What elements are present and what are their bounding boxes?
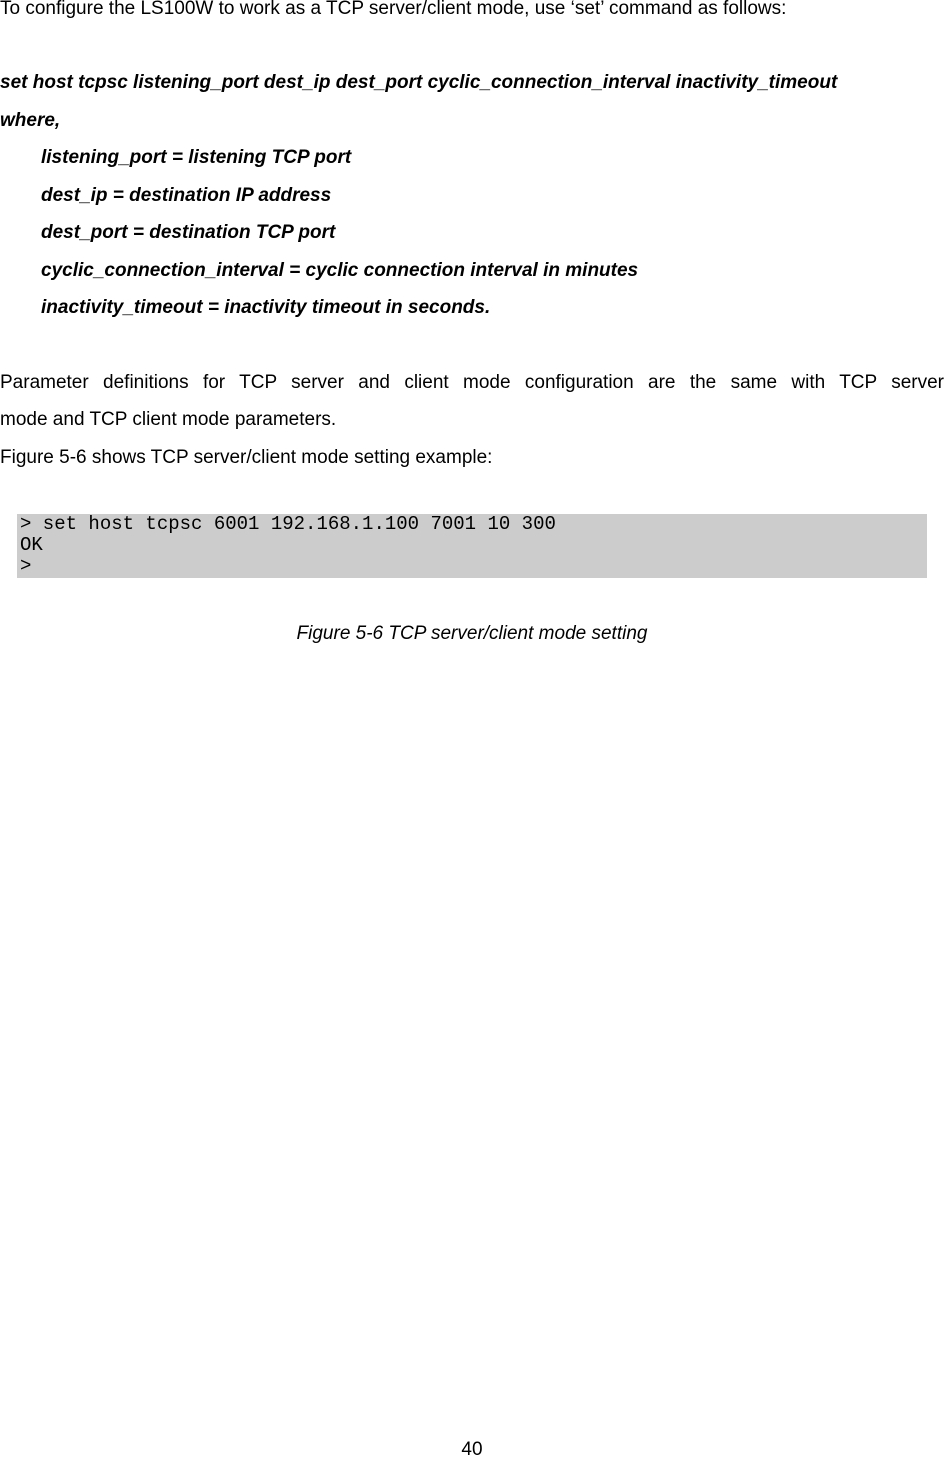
code-line-command: > set host tcpsc 6001 192.168.1.100 7001 10 300 xyxy=(20,513,556,535)
param-listening-port: listening_port = listening TCP port xyxy=(41,147,352,168)
param-cyclic-connection-interval: cyclic_connection_interval = cyclic connection interval in minutes xyxy=(41,260,639,281)
code-line-prompt: > xyxy=(20,555,32,577)
page-number: 40 xyxy=(461,1439,483,1460)
paragraph-line-1: Parameter definitions for TCP server and client mode configuration are the same with TCP server xyxy=(0,372,944,393)
code-example-box xyxy=(17,514,927,578)
figure-caption: Figure 5-6 TCP server/client mode setting xyxy=(296,623,648,644)
intro-text: To configure the LS100W to work as a TCP server/client mode, use ‘set’ command as follows: xyxy=(0,0,787,19)
command-syntax: set host tcpsc listening_port dest_ip dest_port cyclic_connection_interval inactivity_timeout xyxy=(0,72,838,93)
where-label: where, xyxy=(0,110,61,131)
param-inactivity-timeout: inactivity_timeout = inactivity timeout in seconds. xyxy=(41,297,491,318)
param-dest-ip: dest_ip = destination IP address xyxy=(41,185,332,206)
figure-reference: Figure 5-6 shows TCP server/client mode setting example: xyxy=(0,447,493,468)
paragraph-line-2: mode and TCP client mode parameters. xyxy=(0,409,337,430)
code-line-ok: OK xyxy=(20,534,43,556)
param-dest-port: dest_port = destination TCP port xyxy=(41,222,336,243)
